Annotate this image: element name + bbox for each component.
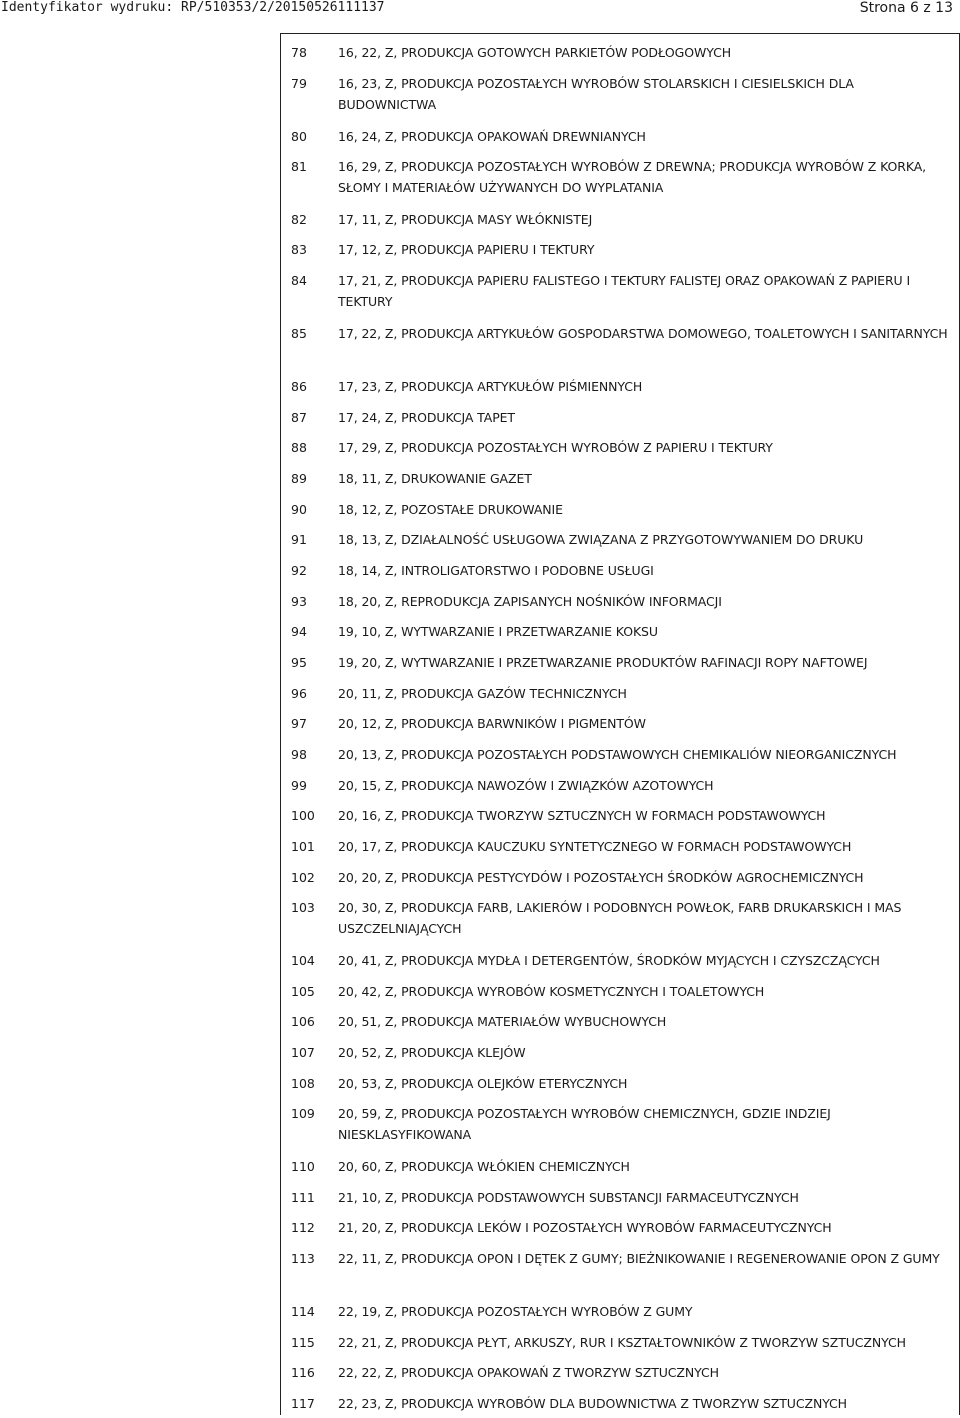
- row-number: 114: [291, 1304, 315, 1319]
- row-number: 99: [291, 778, 307, 793]
- table-row: [281, 147, 959, 200]
- row-number: 84: [291, 273, 307, 288]
- table-row: [281, 230, 959, 261]
- row-number: 116: [291, 1365, 315, 1380]
- activity-description: 22, 11, Z, PRODUKCJA OPON I DĘTEK Z GUMY; BIEŻNIKOWANIE I REGENEROWANIE OPON Z GUMY: [338, 1251, 940, 1266]
- row-number: 79: [291, 76, 307, 91]
- activity-description: 20, 17, Z, PRODUKCJA KAUCZUKU SYNTETYCZNEGO W FORMACH PODSTAWOWYCH: [338, 839, 852, 854]
- table-row: [281, 117, 959, 147]
- activity-description: 18, 14, Z, INTROLIGATORSTWO I PODOBNE USŁUGI: [338, 563, 654, 578]
- activity-description: 16, 22, Z, PRODUKCJA GOTOWYCH PARKIETÓW PODŁOGOWYCH: [338, 45, 731, 60]
- row-number: 88: [291, 440, 307, 455]
- activity-description: 21, 20, Z, PRODUKCJA LEKÓW I POZOSTAŁYCH WYROBÓW FARMACEUTYCZNYCH: [338, 1220, 832, 1235]
- row-number: 78: [291, 45, 307, 60]
- row-number: 103: [291, 900, 315, 915]
- activity-description: 17, 23, Z, PRODUKCJA ARTYKUŁÓW PIŚMIENNYCH: [338, 379, 643, 394]
- activity-description: 20, 52, Z, PRODUKCJA KLEJÓW: [338, 1045, 526, 1060]
- row-number: 83: [291, 242, 307, 257]
- table-row: [281, 367, 959, 398]
- activity-description: 20, 42, Z, PRODUKCJA WYROBÓW KOSMETYCZNYCH I TOALETOWYCH: [338, 984, 765, 999]
- table-row: [281, 490, 959, 520]
- activity-description: 21, 10, Z, PRODUKCJA PODSTAWOWYCH SUBSTANCJI FARMACEUTYCZNYCH: [338, 1190, 799, 1205]
- page-number: Strona 6 z 13: [859, 0, 953, 16]
- table-row: [281, 1002, 959, 1033]
- table-row: [281, 34, 959, 64]
- activity-description: 17, 22, Z, PRODUKCJA ARTYKUŁÓW GOSPODARSTWA DOMOWEGO, TOALETOWYCH I SANITARNYCH: [338, 326, 948, 341]
- row-number: 81: [291, 159, 307, 174]
- activity-description: 18, 13, Z, DZIAŁALNOŚĆ USŁUGOWA ZWIĄZANA Z PRZYGOTOWYWANIEM DO DRUKU: [338, 532, 864, 547]
- row-number: 107: [291, 1045, 315, 1060]
- table-row: [281, 428, 959, 459]
- table-row: [281, 398, 959, 428]
- table-row: [281, 582, 959, 612]
- row-number: 98: [291, 747, 307, 762]
- table-row: [281, 827, 959, 858]
- table-row: [281, 459, 959, 490]
- table-row: [281, 735, 959, 766]
- row-number: 113: [291, 1251, 315, 1266]
- row-number: 92: [291, 563, 307, 578]
- activity-description: 17, 21, Z, PRODUKCJA PAPIERU FALISTEGO I TEKTURY FALISTEJ ORAZ OPAKOWAŃ Z PAPIERU I TEKTURY: [338, 273, 911, 309]
- row-number: 104: [291, 953, 315, 968]
- row-number: 90: [291, 502, 307, 517]
- activity-description: 20, 51, Z, PRODUKCJA MATERIAŁÓW WYBUCHOWYCH: [338, 1014, 667, 1029]
- table-row: [281, 643, 959, 674]
- row-number: 91: [291, 532, 307, 547]
- row-number: 117: [291, 1396, 315, 1411]
- activity-description: 18, 11, Z, DRUKOWANIE GAZET: [338, 471, 532, 486]
- table-row: [281, 1384, 959, 1415]
- activity-description: 20, 59, Z, PRODUKCJA POZOSTAŁYCH WYROBÓW CHEMICZNYCH, GDZIE INDZIEJ NIESKLASYFIKOWANA: [338, 1106, 831, 1142]
- row-number: 111: [291, 1190, 315, 1205]
- table-row: [281, 972, 959, 1002]
- row-number: 105: [291, 984, 315, 999]
- table-row: [281, 520, 959, 551]
- table-row: [281, 796, 959, 827]
- pkd-activity-table: [280, 33, 960, 1415]
- table-row: [281, 858, 959, 888]
- row-number: 110: [291, 1159, 315, 1174]
- activity-description: 16, 29, Z, PRODUKCJA POZOSTAŁYCH WYROBÓW Z DREWNA; PRODUKCJA WYROBÓW Z KORKA, SŁOMY I MATERIAŁÓW UŻYWANYCH DO WYPLATANIA: [338, 159, 927, 195]
- activity-description: 20, 15, Z, PRODUKCJA NAWOZÓW I ZWIĄZKÓW AZOTOWYCH: [338, 778, 714, 793]
- table-row: [281, 766, 959, 796]
- row-number: 86: [291, 379, 307, 394]
- table-row: [281, 1033, 959, 1064]
- page-header: [0, 0, 960, 18]
- table-row: [281, 200, 959, 230]
- activity-description: 20, 30, Z, PRODUKCJA FARB, LAKIERÓW I PODOBNYCH POWŁOK, FARB DRUKARSKICH I MAS USZCZELNIAJĄCYCH: [338, 900, 902, 936]
- activity-description: 20, 16, Z, PRODUKCJA TWORZYW SZTUCZNYCH W FORMACH PODSTAWOWYCH: [338, 808, 826, 823]
- table-row: [281, 612, 959, 643]
- table-row: [281, 1147, 959, 1178]
- activity-description: 16, 23, Z, PRODUKCJA POZOSTAŁYCH WYROBÓW STOLARSKICH I CIESIELSKICH DLA BUDOWNICTWA: [338, 76, 854, 112]
- activity-description: 20, 11, Z, PRODUKCJA GAZÓW TECHNICZNYCH: [338, 686, 627, 701]
- row-number: 101: [291, 839, 315, 854]
- activity-description: 19, 20, Z, WYTWARZANIE I PRZETWARZANIE PRODUKTÓW RAFINACJI ROPY NAFTOWEJ: [338, 655, 868, 670]
- activity-description: 20, 12, Z, PRODUKCJA BARWNIKÓW I PIGMENTÓW: [338, 716, 646, 731]
- activity-description: 22, 21, Z, PRODUKCJA PŁYT, ARKUSZY, RUR I KSZTAŁTOWNIKÓW Z TWORZYW SZTUCZNYCH: [338, 1335, 906, 1350]
- row-number: 100: [291, 808, 315, 823]
- row-number: 87: [291, 410, 307, 425]
- activity-description: 17, 24, Z, PRODUKCJA TAPET: [338, 410, 515, 425]
- table-row: [281, 1094, 959, 1147]
- row-number: 85: [291, 326, 307, 341]
- print-identifier: Identyfikator wydruku: RP/510353/2/20150526111137: [1, 0, 385, 15]
- row-number: 93: [291, 594, 307, 609]
- table-row: [281, 1239, 959, 1292]
- row-number: 106: [291, 1014, 315, 1029]
- table-row: [281, 1208, 959, 1239]
- table-row: [281, 1292, 959, 1323]
- table-row: [281, 1323, 959, 1353]
- activity-description: 17, 12, Z, PRODUKCJA PAPIERU I TEKTURY: [338, 242, 595, 257]
- table-row: [281, 261, 959, 314]
- table-row: [281, 1178, 959, 1208]
- table-row: [281, 1064, 959, 1094]
- row-number: 97: [291, 716, 307, 731]
- row-number: 112: [291, 1220, 315, 1235]
- table-row: [281, 551, 959, 582]
- activity-description: 17, 29, Z, PRODUKCJA POZOSTAŁYCH WYROBÓW Z PAPIERU I TEKTURY: [338, 440, 773, 455]
- activity-description: 20, 13, Z, PRODUKCJA POZOSTAŁYCH PODSTAWOWYCH CHEMIKALIÓW NIEORGANICZNYCH: [338, 747, 897, 762]
- table-row: [281, 674, 959, 704]
- activity-description: 18, 12, Z, POZOSTAŁE DRUKOWANIE: [338, 502, 563, 517]
- activity-description: 22, 22, Z, PRODUKCJA OPAKOWAŃ Z TWORZYW SZTUCZNYCH: [338, 1365, 719, 1380]
- activity-description: 18, 20, Z, REPRODUKCJA ZAPISANYCH NOŚNIKÓW INFORMACJI: [338, 594, 722, 609]
- row-number: 94: [291, 624, 307, 639]
- activity-description: 20, 20, Z, PRODUKCJA PESTYCYDÓW I POZOSTAŁYCH ŚRODKÓW AGROCHEMICZNYCH: [338, 870, 864, 885]
- row-number: 89: [291, 471, 307, 486]
- row-number: 80: [291, 129, 307, 144]
- activity-description: 20, 60, Z, PRODUKCJA WŁÓKIEN CHEMICZNYCH: [338, 1159, 630, 1174]
- table-row: [281, 704, 959, 735]
- row-number: 82: [291, 212, 307, 227]
- activity-description: 17, 11, Z, PRODUKCJA MASY WŁÓKNISTEJ: [338, 212, 593, 227]
- row-number: 108: [291, 1076, 315, 1091]
- row-number: 109: [291, 1106, 315, 1121]
- row-number: 102: [291, 870, 315, 885]
- activity-description: 22, 23, Z, PRODUKCJA WYROBÓW DLA BUDOWNICTWA Z TWORZYW SZTUCZNYCH: [338, 1396, 847, 1411]
- table-row: [281, 941, 959, 972]
- row-number: 96: [291, 686, 307, 701]
- activity-description: 19, 10, Z, WYTWARZANIE I PRZETWARZANIE KOKSU: [338, 624, 658, 639]
- row-number: 115: [291, 1335, 315, 1350]
- table-row: [281, 888, 959, 941]
- table-row: [281, 314, 959, 367]
- activity-description: 20, 41, Z, PRODUKCJA MYDŁA I DETERGENTÓW, ŚRODKÓW MYJĄCYCH I CZYSZCZĄCYCH: [338, 953, 880, 968]
- activity-description: 20, 53, Z, PRODUKCJA OLEJKÓW ETERYCZNYCH: [338, 1076, 628, 1091]
- activity-description: 16, 24, Z, PRODUKCJA OPAKOWAŃ DREWNIANYCH: [338, 129, 646, 144]
- activity-description: 22, 19, Z, PRODUKCJA POZOSTAŁYCH WYROBÓW Z GUMY: [338, 1304, 693, 1319]
- table-row: [281, 64, 959, 117]
- table-row: [281, 1353, 959, 1384]
- row-number: 95: [291, 655, 307, 670]
